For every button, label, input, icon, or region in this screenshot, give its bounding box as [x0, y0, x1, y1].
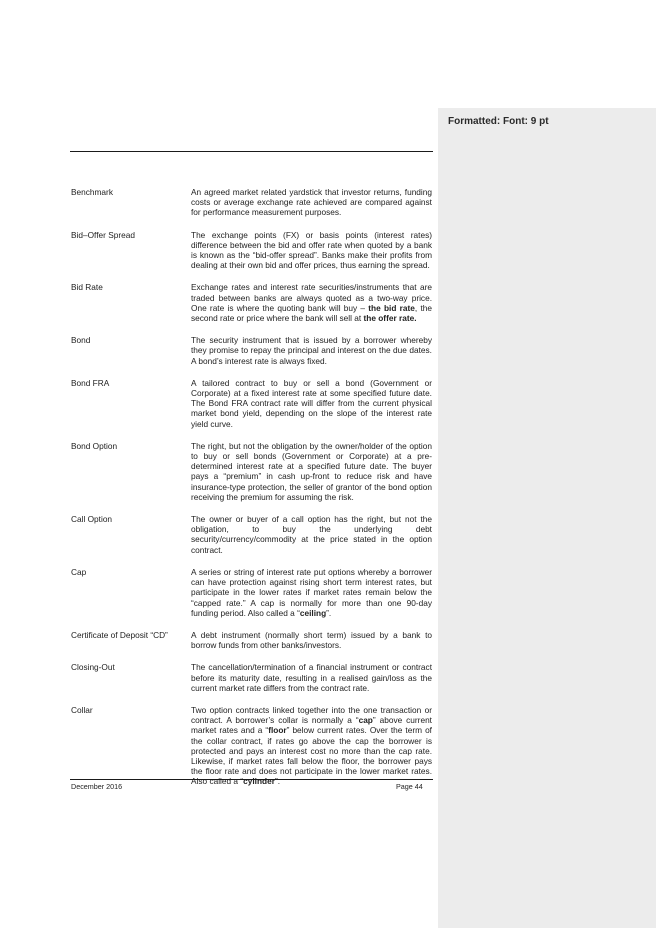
glossary-entry — [71, 705, 433, 787]
definition-bold-text: floor — [268, 725, 287, 736]
glossary-definition — [191, 187, 432, 218]
definition-text: Exchange rates and interest rate securities/instruments that are traded between banks are always quoted as a two-way price. One rate is where the quoting bank will buy – — [191, 282, 432, 313]
definition-text: , the second rate or price where the bank will sell at — [191, 302, 432, 324]
definition-bold-text: the offer rate. — [363, 313, 417, 324]
glossary-term: Bond FRA — [71, 377, 110, 388]
glossary-term: Bid–Offer Spread — [71, 229, 135, 240]
definition-bold-text: cylinder — [243, 776, 275, 787]
glossary-entry — [71, 282, 433, 323]
definition-text: An agreed market related yardstick that investor returns, funding costs or average exchange rate achieved are compared against for performance measurement purposes. — [191, 187, 432, 218]
glossary-entry — [71, 662, 433, 693]
glossary-term: Closing-Out — [71, 662, 115, 673]
header-rule — [70, 151, 433, 152]
glossary-definition — [191, 630, 432, 650]
definition-text: The owner or buyer of a call option has the right, but not the obligation, to buy the underlying debt security/currency/commodity at the price stated in the option contract. — [191, 514, 432, 555]
footer-rule — [70, 779, 433, 780]
glossary-term: Cap — [71, 566, 87, 577]
glossary-term: Certificate of Deposit “CD” — [71, 629, 168, 640]
glossary-entry — [71, 630, 433, 650]
glossary-entry — [71, 441, 433, 502]
definition-text: ” below current rates. Over the term of the collar contract, if rates go above the cap the borrower is protected and pays an interest cost no more than the cap rate. Likewise, if market rates fall below the floor, the borrower pays the floor rate and does not participate in the lower market rates. Also called a “ — [191, 725, 432, 787]
definition-bold-text: the bid rate — [368, 302, 415, 313]
comment-pane — [438, 108, 656, 928]
glossary-entry — [71, 335, 433, 366]
definition-text: The right, but not the obligation by the owner/holder of the option to buy or sell bonds (Government or Corporate) at a pre-determined interest rate at a specified future date. The buyer pays a “premium” in cash up-front to reduce risk and have insurance-type protection, the seller of grantor of the bond option receiving the premium for assuming the risk. — [191, 440, 432, 502]
glossary-definition — [191, 441, 432, 502]
glossary-definition — [191, 335, 432, 366]
definition-text: ” above current market rates and a “ — [191, 715, 432, 736]
definition-text: The cancellation/termination of a financial instrument or contract before its maturity date, resulting in a realised gain/loss as the current market rate differs from the contract rate. — [191, 662, 432, 693]
glossary-definition — [191, 378, 432, 429]
comment-formatting-note: Formatted: Font: 9 pt — [448, 116, 549, 127]
footer-date: December 2016 — [71, 782, 123, 791]
definition-bold-text: cap — [358, 715, 373, 726]
glossary-definition — [191, 514, 432, 555]
glossary-list — [71, 187, 433, 799]
glossary-definition — [191, 705, 432, 787]
definition-text: The exchange points (FX) or basis points (interest rates) difference between the bid and offer rate when quoted by a bank is known as the “bid-offer spread”. Banks make their profits from dealing at their own bid and offer prices, thus earning the spread. — [191, 229, 432, 271]
glossary-definition — [191, 282, 432, 323]
glossary-entry — [71, 378, 433, 429]
definition-text: ”. — [326, 607, 332, 618]
definition-text: ”. — [274, 776, 281, 787]
footer-page-number: Page 44 — [396, 782, 423, 791]
glossary-entry — [71, 567, 433, 618]
glossary-definition — [191, 662, 432, 693]
definition-text: A debt instrument (normally short term) issued by a bank to borrow funds from other banks/investors. — [191, 629, 432, 651]
definition-text: A series or string of interest rate put options whereby a borrower can have protection against rising short term interest rates, but participate in the lower rates if market rates remain below the “capped rate.” A cap is normally for more than one 90-day funding period. Also called a “ — [191, 566, 432, 618]
glossary-definition — [191, 230, 432, 271]
definition-text: A tailored contract to buy or sell a bond (Government or Corporate) at a fixed interest rate at some specified future date. The Bond FRA contract rate will differ from the current physical market bond yield, depending on the slope of the interest rate yield curve. — [191, 377, 432, 429]
glossary-term: Bond — [71, 335, 91, 346]
definition-text: The security instrument that is issued by a borrower whereby they promise to repay the principal and interest on the due dates. A bond’s interest rate is always fixed. — [191, 335, 432, 366]
definition-bold-text: ceiling — [299, 607, 327, 618]
glossary-entry — [71, 187, 433, 218]
glossary-entry — [71, 230, 433, 271]
definition-text: Two option contracts linked together into the one transaction or contract. A borrower’s collar is normally a “ — [191, 704, 432, 726]
glossary-definition — [191, 567, 432, 618]
glossary-term: Collar — [71, 704, 93, 715]
glossary-term: Call Option — [71, 514, 113, 525]
glossary-entry — [71, 514, 433, 555]
glossary-term: Bond Option — [71, 440, 118, 451]
glossary-term: Bid Rate — [71, 282, 103, 293]
glossary-term: Benchmark — [71, 187, 113, 197]
